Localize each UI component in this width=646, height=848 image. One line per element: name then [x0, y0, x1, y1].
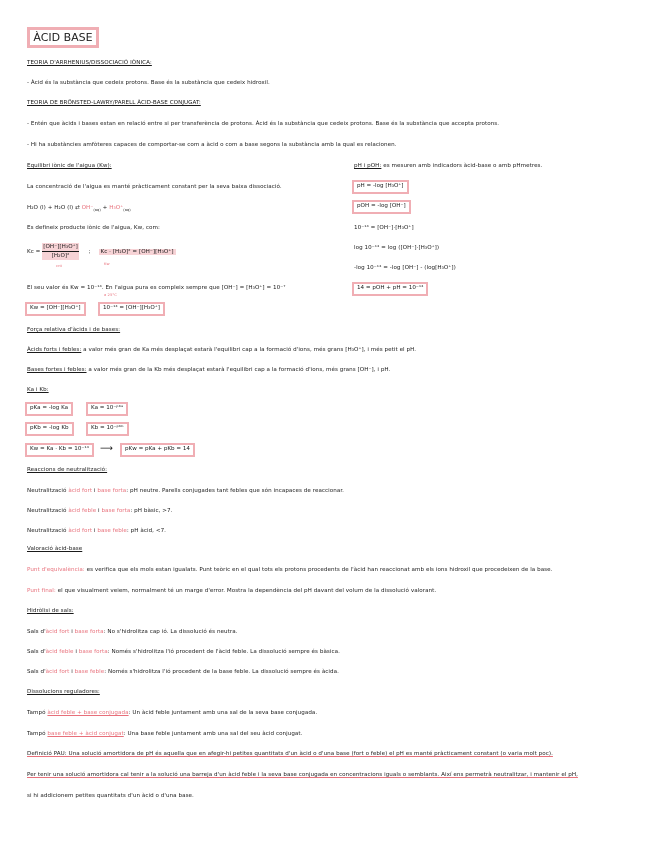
- neutral-r1-base: base forta: [97, 488, 127, 494]
- hidrolisi-s1-acid: àcid fort: [45, 629, 70, 635]
- pkb-box: pKb = -log Kb: [25, 422, 74, 436]
- kc-separator: ;: [88, 249, 91, 255]
- valoracio-heading: Valoració àcid-base: [27, 546, 83, 552]
- hidrolisi-s3-label: Sals d': [27, 669, 46, 675]
- kc-formula: [27, 243, 176, 260]
- bronsted-text-2: - Hi ha substàncies amfòteres capaces de comportar-se com a àcid o com a base segons la substància amb la qual es relacionen.: [27, 142, 397, 148]
- hidrolisi-s2-base: base forta: [78, 649, 108, 655]
- kakb-heading: Ka i Kb:: [27, 387, 49, 393]
- neutral-r1-text: : pH neutre. Parells conjugades tant febles que són incapaces de reaccionar.: [126, 488, 344, 494]
- arrhenius-text: - Àcid és la substància que cedeix protons. Base és la substància que cedeix hidroxil.: [27, 80, 270, 86]
- ph-heading: pH i pOH:: [354, 163, 382, 169]
- pka-box: pKa = -log Ka: [25, 402, 73, 416]
- neutral-r2-base: base forta: [101, 508, 131, 514]
- ph-derivation-3: -log 10⁻¹⁴ = -log [OH⁻] - (log[H₃O⁺]): [354, 265, 456, 271]
- tampo-1-components: àcid feble + base conjugada: [47, 710, 129, 716]
- poh-formula-box: pOH = -log [OH⁻]: [352, 200, 411, 214]
- neutral-r3-label: Neutralització: [27, 528, 67, 534]
- hidrolisi-row-1: [27, 629, 238, 636]
- hidrolisi-s2-and: i: [75, 649, 77, 655]
- reaction-left: H₂O (l) + H₂O (l): [27, 205, 74, 211]
- ph-sum-box: 14 = pOH + pH = 10⁻¹⁴: [352, 282, 428, 296]
- hidrolisi-row-3: [27, 669, 339, 676]
- reaction-h3o: H₃O⁺: [109, 205, 124, 211]
- hidrolisi-s3-and: i: [71, 669, 73, 675]
- forca-heading: Força relativa d'àcids i de bases:: [27, 327, 121, 333]
- reaction-oh: OH⁻: [81, 205, 94, 211]
- hidrolisi-s2-text: : Només s'hidrolitza l'ió procedent de l'àcid feble. La dissolució sempre és bàsica.: [107, 649, 340, 655]
- kc-fraction: [42, 243, 79, 260]
- forca-acids: [27, 347, 416, 354]
- hidrolisi-heading: Hidròlisi de sals:: [27, 608, 74, 614]
- kw-box: Kw = [OH⁻][H₃O⁺]: [25, 302, 86, 316]
- ph-derivation-1: 10⁻¹⁴ = [OH⁻]·[H₃O⁺]: [354, 225, 414, 231]
- reaction-aq-1: (aq): [93, 208, 101, 213]
- neutral-row-3: [27, 528, 166, 535]
- water-reaction: [27, 205, 131, 214]
- neutral-r2-text: : pH bàsic, >7.: [130, 508, 173, 514]
- neutral-r3-and: i: [93, 528, 96, 534]
- equivalence-point-label: Punt d'equivalència:: [27, 567, 85, 573]
- kc-note-kw: Kw: [104, 261, 110, 266]
- ph-derivation-2: log 10⁻¹⁴ = log ([OH⁻]·[H₃O⁺]): [354, 245, 440, 251]
- forca-bases-label: Bases fortes i febles:: [27, 367, 87, 373]
- tampo-row-1: [27, 710, 317, 717]
- tampo-1-text: : Un àcid feble juntament amb una sal de la seva base conjugada.: [128, 710, 318, 716]
- hidrolisi-s1-label: Sals d': [27, 629, 46, 635]
- neutral-r2-label: Neutralització: [27, 508, 67, 514]
- equilibri-text-2: Es defineix producte iònic de l'aigua, Kw, com:: [27, 225, 160, 231]
- ph-formula-box: pH = -log [H₃O⁺]: [352, 180, 409, 194]
- reaction-aq-2: (aq): [123, 208, 131, 213]
- kc-denominator: [H₂O]²: [42, 252, 79, 260]
- reaction-plus: +: [102, 205, 108, 211]
- hidrolisi-s3-text: : Només s'hidrolitza l'ió procedent de la base feble. La dissolució sempre és àcida.: [104, 669, 339, 675]
- final-point-text: el que visualment veiem, normalment té un marge d'error. Mostra la dependència del pH davant del volum de la dissolució valorant.: [57, 588, 437, 594]
- kc-note-cnt: cnt: [56, 263, 62, 268]
- hidrolisi-s2-label: Sals d': [27, 649, 46, 655]
- kw-value-box: 10⁻¹⁴ = [OH⁻][H₃O⁺]: [98, 302, 165, 316]
- equilibri-text-3: El seu valor és Kw = 10⁻¹⁴. En l'aigua pura es compleix sempre que [OH⁻] = [H₃O⁺] = 10⁻⁷: [27, 285, 286, 291]
- temperature-note: a 25°C: [104, 292, 117, 297]
- equilibri-text-1: La concentració de l'aigua es manté pràcticament constant per la seva baixa dissociació.: [27, 184, 282, 190]
- pkw-box: pKw = pKa + pKb = 14: [120, 443, 195, 457]
- equivalence-point-text: es verifica que els mols estan igualats. Punt teòric en el qual tots els protons procedents de l'àcid han reaccionat amb els ions hidroxil que procedeixen de la base.: [86, 567, 553, 573]
- hidrolisi-s1-base: base forta: [74, 629, 104, 635]
- right-arrow-icon: ⟶: [100, 444, 113, 454]
- hidrolisi-s3-base: base feble: [74, 669, 105, 675]
- arrhenius-heading: TEORIA D'ARRHENIUS/DISSOCIACIÓ IÒNICA:: [27, 60, 152, 66]
- ka-box: Ka = 10⁻ᵖᴷᵃ: [86, 402, 128, 416]
- hidrolisi-s1-text: : No s'hidrolitza cap ió. La dissolució és neutra.: [103, 629, 238, 635]
- buffer-paragraph-1: Per tenir una solució amortidora cal tenir a la solució una barreja d'un àcid feble i la seva base conjugada en concentracions iguals o semblants. Així ens permetrà neutralitzar, i mantenir el pH,: [27, 772, 578, 778]
- neutral-row-1: [27, 488, 344, 495]
- tampo-1-label: Tampó: [27, 710, 46, 716]
- neutral-heading: Reaccions de neutralització:: [27, 467, 108, 473]
- hidrolisi-s3-acid: àcid fort: [45, 669, 70, 675]
- tampo-row-2: [27, 731, 303, 738]
- final-point-label: Punt final:: [27, 588, 56, 594]
- neutral-r1-and: i: [93, 488, 96, 494]
- tampo-2-components: base feble + àcid conjugat: [47, 731, 124, 737]
- neutral-r3-text: : pH àcid, <7.: [126, 528, 167, 534]
- neutral-r3-acid: àcid fort: [68, 528, 93, 534]
- equilibri-heading: Equilibri iònic de l'aigua (Kw):: [27, 163, 112, 169]
- forca-bases: [27, 367, 390, 374]
- kw-product-box: Kw = Ka · Kb = 10⁻¹⁴: [25, 443, 94, 457]
- bronsted-heading: TEORIA DE BRÖNSTED-LAWRY/PARELL ÀCID-BASE CONJUGAT:: [27, 100, 201, 106]
- kc-expression: Kc · [H₂O]² = [OH⁻][H₃O⁺]: [100, 249, 174, 255]
- forca-acids-label: Àcids forts i febles:: [27, 347, 82, 353]
- reaction-arrow: ⇄: [75, 205, 80, 211]
- forca-acids-text: a valor més gran de Ka més desplaçat estarà l'equilibri cap a la formació d'ions, més grans [H₃O⁺], i més petit el pH.: [83, 347, 417, 353]
- neutral-r1-label: Neutralització: [27, 488, 67, 494]
- neutral-r2-acid: àcid feble: [68, 508, 97, 514]
- valoracio-point-1: [27, 567, 552, 574]
- valoracio-point-2: [27, 588, 436, 595]
- neutral-row-2: [27, 508, 172, 515]
- tampo-2-label: Tampó: [27, 731, 46, 737]
- neutral-r2-and: i: [98, 508, 100, 514]
- kb-box: Kb = 10⁻ᵖᴷᵇ: [86, 422, 129, 436]
- kc-numerator: [OH⁻][H₃O⁺]: [43, 244, 78, 250]
- reguladores-heading: Dissolucions reguladores:: [27, 689, 100, 695]
- ph-heading-line: [354, 163, 542, 170]
- hidrolisi-s1-and: i: [71, 629, 73, 635]
- hidrolisi-row-2: [27, 649, 340, 656]
- forca-bases-text: a valor més gran de la Kb més desplaçat estarà l'equilibri cap a la formació d'ions, més grans [OH⁻], i pH.: [88, 367, 391, 373]
- neutral-r3-base: base feble: [97, 528, 127, 534]
- neutral-r1-acid: àcid fort: [68, 488, 93, 494]
- tampo-2-text: : Una base feble juntament amb una sal del seu àcid conjugat.: [123, 731, 303, 737]
- bronsted-text-1: - Entén que àcids i bases estan en relació entre si per transferència de protons. Àcid és la substància que cedeix protons. Base és la substància que accepta protons.: [27, 121, 500, 127]
- buffer-paragraph-2: si hi addicionem petites quantitats d'un àcid o d'una base.: [27, 793, 194, 799]
- hidrolisi-s2-acid: àcid feble: [45, 649, 74, 655]
- kc-label: Kc =: [27, 249, 41, 255]
- pau-definition: Definició PAU: Una solució amortidora de pH és aquella que en afegir-hi petites quantitats d'un àcid o d'una base (fort o feble) el pH es manté pràcticament constant (o varia molt poc).: [27, 751, 553, 757]
- page-title: ÀCID BASE: [27, 27, 99, 48]
- ph-heading-text: es mesuren amb indicadors àcid-base o amb pHmetres.: [383, 163, 543, 169]
